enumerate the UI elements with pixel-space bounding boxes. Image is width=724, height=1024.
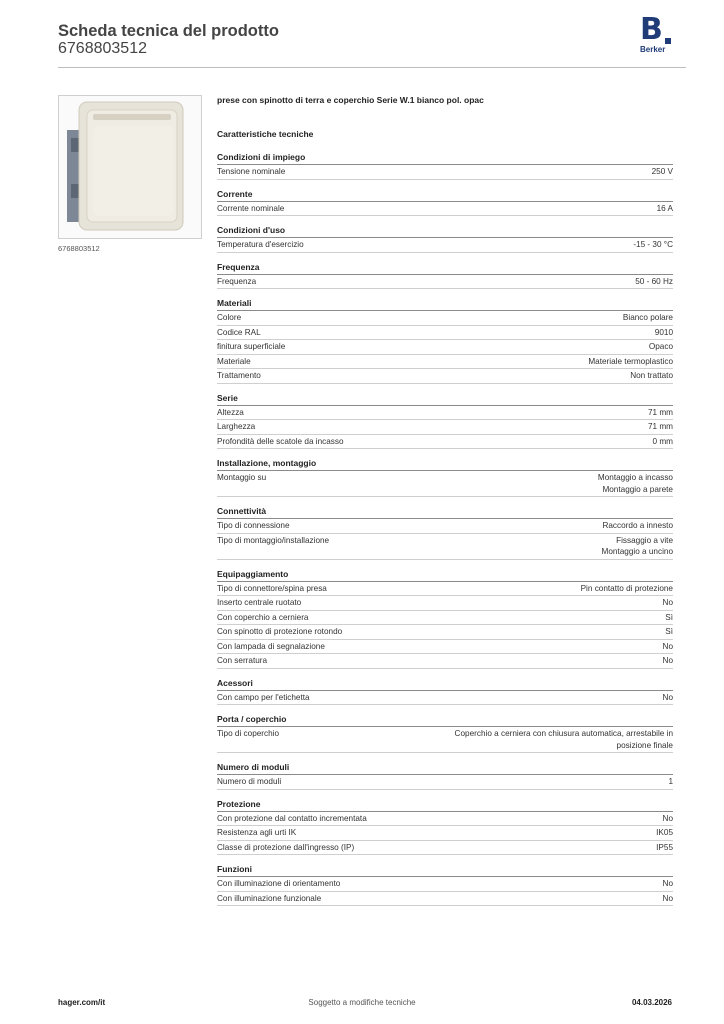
- spec-label: Con serratura: [217, 656, 268, 665]
- spec-label: Colore: [217, 313, 242, 322]
- spec-row: [217, 596, 673, 611]
- spec-sections: [217, 151, 673, 906]
- berker-logo: [638, 14, 678, 56]
- spec-value: Materiale termoplastico: [588, 356, 673, 366]
- image-caption: 6768803512: [58, 244, 100, 253]
- spec-value: -15 - 30 °C: [633, 240, 673, 249]
- footer-website: hager.com/it: [58, 998, 106, 1007]
- spec-value: Pin contatto di protezione: [580, 583, 673, 593]
- spec-value: No: [662, 641, 673, 651]
- section-title: Protezione: [217, 798, 673, 812]
- spec-row: [217, 326, 673, 341]
- spec-value: IP55: [656, 842, 673, 852]
- spec-value: No: [662, 692, 673, 702]
- spec-row: [217, 420, 673, 435]
- spec-label: Con lampada di segnalazione: [217, 641, 325, 651]
- section-title: Funzioni: [217, 863, 673, 877]
- spec-section: [217, 677, 673, 706]
- spec-row: [217, 435, 673, 450]
- spec-label: Trattamento: [217, 371, 261, 380]
- logo-letter: B: [640, 12, 663, 47]
- spec-value: 71 mm: [647, 422, 673, 431]
- spec-label: Con coperchio a cerniera: [217, 612, 309, 622]
- logo-dot: [665, 38, 671, 44]
- spec-label: Inserto centrale ruotato: [217, 598, 302, 607]
- spec-row: [217, 691, 673, 706]
- spec-label: Resistenza agli urti IK: [217, 828, 297, 837]
- spec-label: Con spinotto di protezione rotondo: [217, 627, 343, 636]
- spec-value: Bianco polare: [622, 313, 673, 322]
- section-title: Equipaggiamento: [217, 568, 673, 582]
- spec-content: [217, 95, 673, 906]
- spec-label: Con protezione dal contatto incrementata: [217, 813, 367, 823]
- spec-section: [217, 457, 673, 497]
- spec-label: Corrente nominale: [217, 203, 285, 213]
- spec-label: Larghezza: [217, 422, 256, 431]
- spec-value: No: [662, 893, 673, 903]
- section-title: Condizioni di impiego: [217, 151, 673, 165]
- spec-label: Numero di moduli: [217, 777, 282, 786]
- spec-row: [217, 369, 673, 384]
- features-heading: Caratteristiche tecniche: [217, 129, 314, 139]
- spec-row: [217, 311, 673, 326]
- spec-label: finitura superficiale: [217, 342, 286, 351]
- spec-row: [217, 238, 673, 253]
- spec-row: [217, 877, 673, 892]
- section-title: Frequenza: [217, 261, 673, 275]
- spec-row: [217, 640, 673, 655]
- spec-label: Materiale: [217, 356, 251, 366]
- spec-value: No: [662, 656, 673, 665]
- section-title: Porta / coperchio: [217, 713, 673, 727]
- spec-section: [217, 224, 673, 253]
- spec-value: Sì: [665, 612, 673, 622]
- spec-row: [217, 812, 673, 827]
- spec-row: [217, 654, 673, 669]
- spec-row: [217, 727, 673, 753]
- spec-value: No: [662, 598, 673, 607]
- socket-illustration: [59, 96, 201, 238]
- section-title: Serie: [217, 392, 673, 406]
- spec-row: [217, 275, 673, 290]
- spec-section: [217, 713, 673, 753]
- spec-label: Tipo di montaggio/installazione: [217, 535, 330, 545]
- spec-label: Classe di protezione dall'ingresso (IP): [217, 842, 355, 852]
- spec-label: Codice RAL: [217, 327, 261, 337]
- footer-note: Soggetto a modifiche tecniche: [308, 998, 416, 1007]
- spec-value: IK05: [656, 828, 673, 837]
- spec-value: Coperchio a cerniera con chiusura automatica, arrestabile in posizione finale: [454, 729, 673, 750]
- spec-row: [217, 165, 673, 180]
- spec-section: [217, 568, 673, 669]
- footer-date: 04.03.2026: [631, 998, 672, 1007]
- spec-value: Sì: [665, 627, 673, 636]
- spec-row: [217, 534, 673, 560]
- spec-row: [217, 471, 673, 497]
- spec-value: Fissaggio a vite Montaggio a uncino: [601, 535, 673, 556]
- spec-label: Tensione nominale: [217, 167, 286, 176]
- spec-value: 250 V: [651, 167, 673, 176]
- spec-value: Raccordo a innesto: [602, 521, 673, 530]
- spec-label: Frequenza: [217, 276, 257, 286]
- spec-section: [217, 151, 673, 180]
- product-description: prese con spinotto di terra e coperchio Serie W.1 bianco pol. opac: [217, 95, 484, 105]
- spec-section: [217, 188, 673, 217]
- header-divider: [58, 67, 686, 68]
- spec-section: [217, 863, 673, 906]
- spec-section: [217, 798, 673, 856]
- section-title: Numero di moduli: [217, 761, 673, 775]
- spec-label: Profondità delle scatole da incasso: [217, 436, 344, 446]
- spec-row: [217, 582, 673, 597]
- spec-value: 50 - 60 Hz: [635, 276, 673, 286]
- spec-row: [217, 841, 673, 856]
- spec-value: Opaco: [648, 342, 673, 351]
- product-code: 6768803512: [58, 40, 147, 57]
- product-image: [58, 95, 202, 239]
- spec-row: [217, 202, 673, 217]
- spec-value: No: [662, 813, 673, 823]
- spec-row: [217, 625, 673, 640]
- section-title: Installazione, montaggio: [217, 457, 673, 471]
- spec-label: Montaggio su: [217, 473, 267, 482]
- section-title: Condizioni d'uso: [217, 224, 673, 238]
- spec-row: [217, 775, 673, 790]
- spec-section: [217, 297, 673, 384]
- spec-label: Con campo per l'etichetta: [217, 692, 310, 702]
- spec-value: Montaggio a incasso Montaggio a parete: [597, 473, 673, 494]
- spec-label: Tipo di connessione: [217, 521, 290, 530]
- spec-value: 71 mm: [647, 407, 673, 417]
- spec-label: Temperatura d'esercizio: [217, 240, 304, 249]
- spec-label: Con illuminazione di orientamento: [217, 879, 341, 888]
- section-title: Materiali: [217, 297, 673, 311]
- spec-value: Non trattato: [630, 371, 673, 380]
- spec-label: Altezza: [217, 407, 244, 417]
- spec-value: 9010: [654, 327, 673, 337]
- spec-row: [217, 519, 673, 534]
- spec-row: [217, 406, 673, 421]
- logo-brand-name: Berker: [640, 45, 666, 54]
- spec-row: [217, 355, 673, 370]
- spec-value: No: [662, 879, 673, 888]
- spec-value: 0 mm: [652, 436, 673, 446]
- spec-section: [217, 392, 673, 450]
- spec-value: 16 A: [656, 203, 673, 213]
- spec-section: [217, 761, 673, 790]
- spec-row: [217, 340, 673, 355]
- spec-row: [217, 892, 673, 907]
- page-title: Scheda tecnica del prodotto: [58, 22, 279, 40]
- spec-label: Tipo di coperchio: [217, 729, 280, 738]
- section-title: Connettività: [217, 505, 673, 519]
- spec-label: Tipo di connettore/spina presa: [217, 583, 327, 593]
- spec-row: [217, 611, 673, 626]
- section-title: Corrente: [217, 188, 673, 202]
- spec-value: 1: [668, 777, 673, 786]
- spec-label: Con illuminazione funzionale: [217, 893, 322, 903]
- spec-row: [217, 826, 673, 841]
- spec-section: [217, 505, 673, 560]
- section-title: Acessori: [217, 677, 673, 691]
- spec-section: [217, 261, 673, 290]
